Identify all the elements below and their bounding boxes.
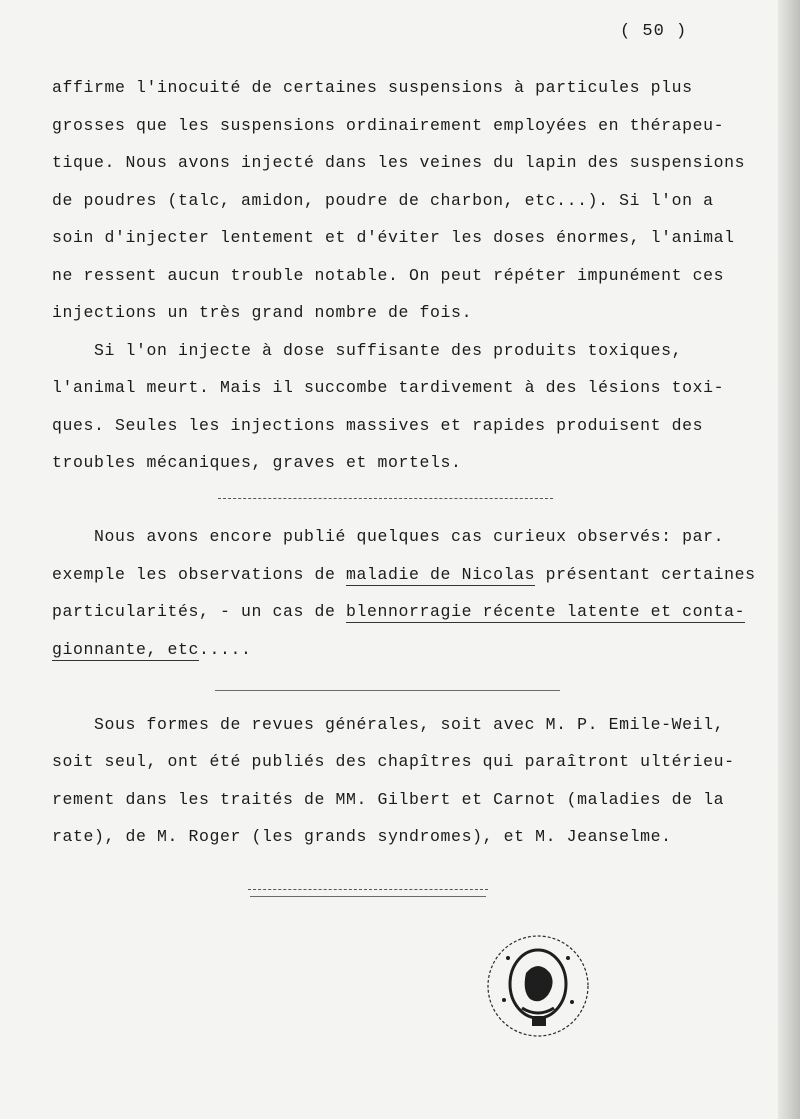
- text-line: troubles mécaniques, graves et mortels.: [52, 453, 462, 472]
- text-line: [52, 565, 756, 584]
- text-line: soit seul, ont été publiés des chapîtres qui paraîtront ultérieu-: [52, 752, 735, 771]
- text-line: tique. Nous avons injecté dans les veines du lapin des suspensions: [52, 153, 746, 172]
- text-line: l'animal meurt. Mais il succombe tardivement à des lésions toxi-: [52, 378, 725, 397]
- text-line: grosses que les suspensions ordinairement employées en thérapeu-: [52, 116, 725, 135]
- page-number: ( 50 ): [620, 22, 688, 41]
- text-line: soin d'injecter lentement et d'éviter les doses énormes, l'animal: [52, 228, 735, 247]
- text-line: rate), de M. Roger (les grands syndromes), et M. Jeanselme.: [52, 827, 672, 846]
- section-divider: [248, 889, 488, 890]
- library-stamp: [478, 928, 598, 1048]
- underlined-term: maladie de Nicolas: [346, 565, 536, 584]
- text-span: présentant certaines: [535, 565, 756, 584]
- text-span: .....: [199, 640, 252, 659]
- text-line: affirme l'inocuité de certaines suspensions à particules plus: [52, 78, 693, 97]
- text-line: injections un très grand nombre de fois.: [52, 303, 473, 322]
- text-line: ques. Seules les injections massives et rapides produisent des: [52, 416, 704, 435]
- text-line: de poudres (talc, amidon, poudre de charbon, etc...). Si l'on a: [52, 191, 714, 210]
- section-divider: [218, 498, 553, 499]
- section-divider: [250, 896, 486, 897]
- text-span: exemple les observations de: [52, 565, 347, 584]
- text-line: [52, 602, 745, 621]
- text-line: Nous avons encore publié quelques cas curieux observés: par.: [52, 527, 725, 546]
- text-line: Si l'on injecte à dose suffisante des produits toxiques,: [52, 341, 683, 360]
- text-line: [52, 640, 252, 659]
- page-edge: [778, 0, 800, 1119]
- section-divider: [215, 690, 560, 691]
- underlined-term: gionnante, etc: [52, 640, 200, 659]
- underlined-term: blennorragie récente latente et conta-: [346, 602, 746, 621]
- text-line: ne ressent aucun trouble notable. On peut répéter impunément ces: [52, 266, 725, 285]
- text-span: particularités, - un cas de: [52, 602, 347, 621]
- text-line: Sous formes de revues générales, soit avec M. P. Emile-Weil,: [52, 715, 725, 734]
- text-line: rement dans les traités de MM. Gilbert et Carnot (maladies de la: [52, 790, 725, 809]
